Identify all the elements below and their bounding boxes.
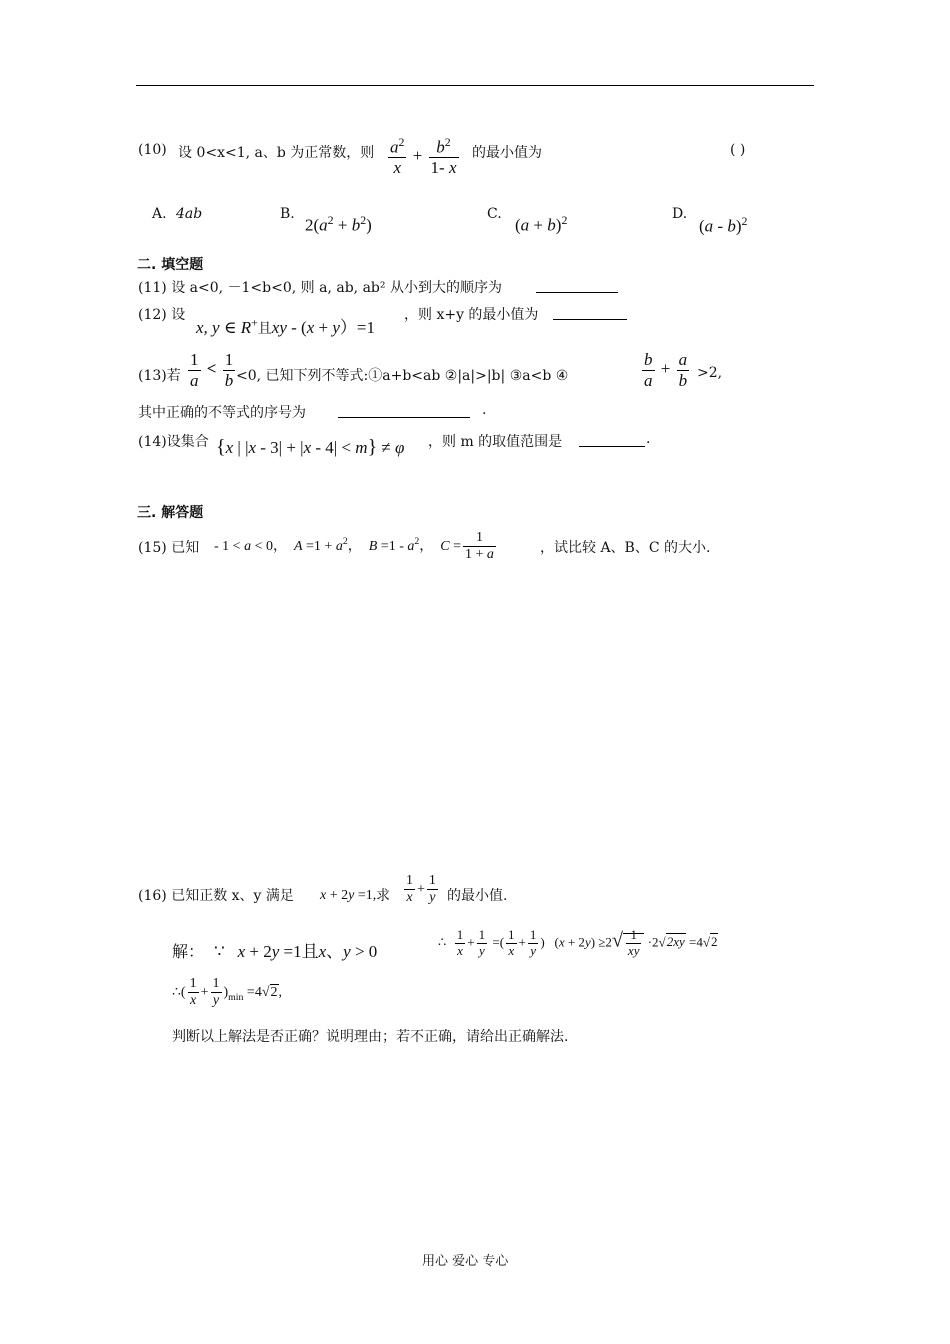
q13-period: .: [482, 402, 487, 418]
q13-suffix: >2,: [697, 365, 723, 381]
q16-middle: 求: [376, 888, 390, 904]
q16-target-expression: $\frac{1}{x}$ + $\frac{1}{y}$: [406, 873, 436, 906]
q16-solution-conclusion: ∴( $\frac{1}{x}$ + $\frac{1}{y}$ )$_{min} =4√2$,: [172, 976, 283, 1009]
q13-option4-expression: $\frac{b}{a}$ + $\frac{a}{b}$: [644, 350, 688, 390]
q14-period: .: [646, 431, 651, 447]
q13-fraction-inequality: $\frac{1}{a}$ < $\frac{1}{b}$: [190, 350, 234, 390]
q13-answer-blank: [338, 403, 470, 422]
q10-option-d-value: (a - b)$^2$: [699, 214, 748, 236]
q15-expression: - 1 < a < 0， $A =1 + a^2$， $B =1 - a^2$， C = $\frac{1}{1 + a}$: [214, 530, 494, 563]
q14-prefix: (14)设集合: [138, 434, 209, 450]
q10-answer-paren: ( ): [730, 142, 746, 158]
header-rule: [136, 85, 814, 86]
q16-prefix: (16) 已知正数 x、y 满足: [138, 888, 294, 904]
q13-line2: 其中正确的不等式的序号为: [138, 405, 306, 421]
q16-solution-label: 解：: [172, 942, 205, 961]
q11-answer-blank: [536, 278, 618, 297]
q13-prefix: (13)若: [138, 368, 181, 384]
q10-option-c-label: C.: [487, 206, 502, 222]
q16-question: 判断以上解法是否正确？说明理由；若不正确，请给出正确解法.: [172, 1029, 569, 1045]
q13-text: <0, 已知下列不等式:①a+b<ab ②|a|>|b| ③a<b ④: [236, 368, 569, 384]
section-2-title: 二. 填空题: [137, 257, 204, 273]
q16-solution-condition: ∵ x + 2y =1且x、y > 0: [214, 942, 378, 961]
q10-expression: $\frac{a^2}{x}$ + $\frac{b^2}{1- x}$: [390, 135, 457, 178]
q11-text: (11) 设 a<0, －1<b<0, 则 a, ab, ab² 从小到大的顺序为: [138, 280, 502, 296]
q10-option-d-label: D.: [672, 206, 688, 222]
q10-option-a-value: 4ab: [176, 206, 203, 222]
q12-text-after: ，则 x+y 的最小值为: [404, 307, 539, 323]
q12-answer-blank: [553, 305, 627, 324]
section-3-title: 三. 解答题: [137, 505, 204, 521]
q10-text-after: 的最小值为: [472, 145, 542, 161]
q15-prefix: (15) 已知: [138, 540, 200, 556]
q12-label: (12) 设: [138, 307, 186, 323]
q10-option-a-label: A.: [152, 206, 167, 222]
q14-text: ，则 m 的取值范围是: [428, 434, 563, 450]
footer-text: 用心 爱心 专心: [422, 1254, 509, 1269]
q12-expression: x, y ∈ R+且xy - (x + y）=1: [196, 315, 375, 337]
q16-condition: x + 2y =1,: [320, 888, 377, 903]
q16-solution-inequality: ∴ $\frac{1}{x}$ + $\frac{1}{y}$ =( $\frac{1}{x}$ + $\frac{1}{y}$ ) (x + 2y) ≥2√ $\frac{1}{xy}$ ·2√2xy =4√2: [438, 927, 718, 958]
q14-set-expression: {x | |x - 3| + |x - 4| < m} ≠ φ: [216, 436, 405, 458]
q10-label: (10): [138, 142, 167, 158]
q10-option-b-label: B.: [280, 206, 295, 222]
q10-option-b-value: $2(a^2 + b^2)$: [305, 213, 372, 235]
q14-answer-blank: [579, 432, 645, 451]
q15-suffix: ，试比较 A、B、C 的大小.: [540, 540, 711, 556]
q10-option-c-value: $(a + b)^2$: [515, 213, 568, 235]
q10-text: 设 0<x<1, a、b 为正常数，则: [178, 145, 375, 161]
q16-suffix: 的最小值.: [447, 888, 508, 904]
